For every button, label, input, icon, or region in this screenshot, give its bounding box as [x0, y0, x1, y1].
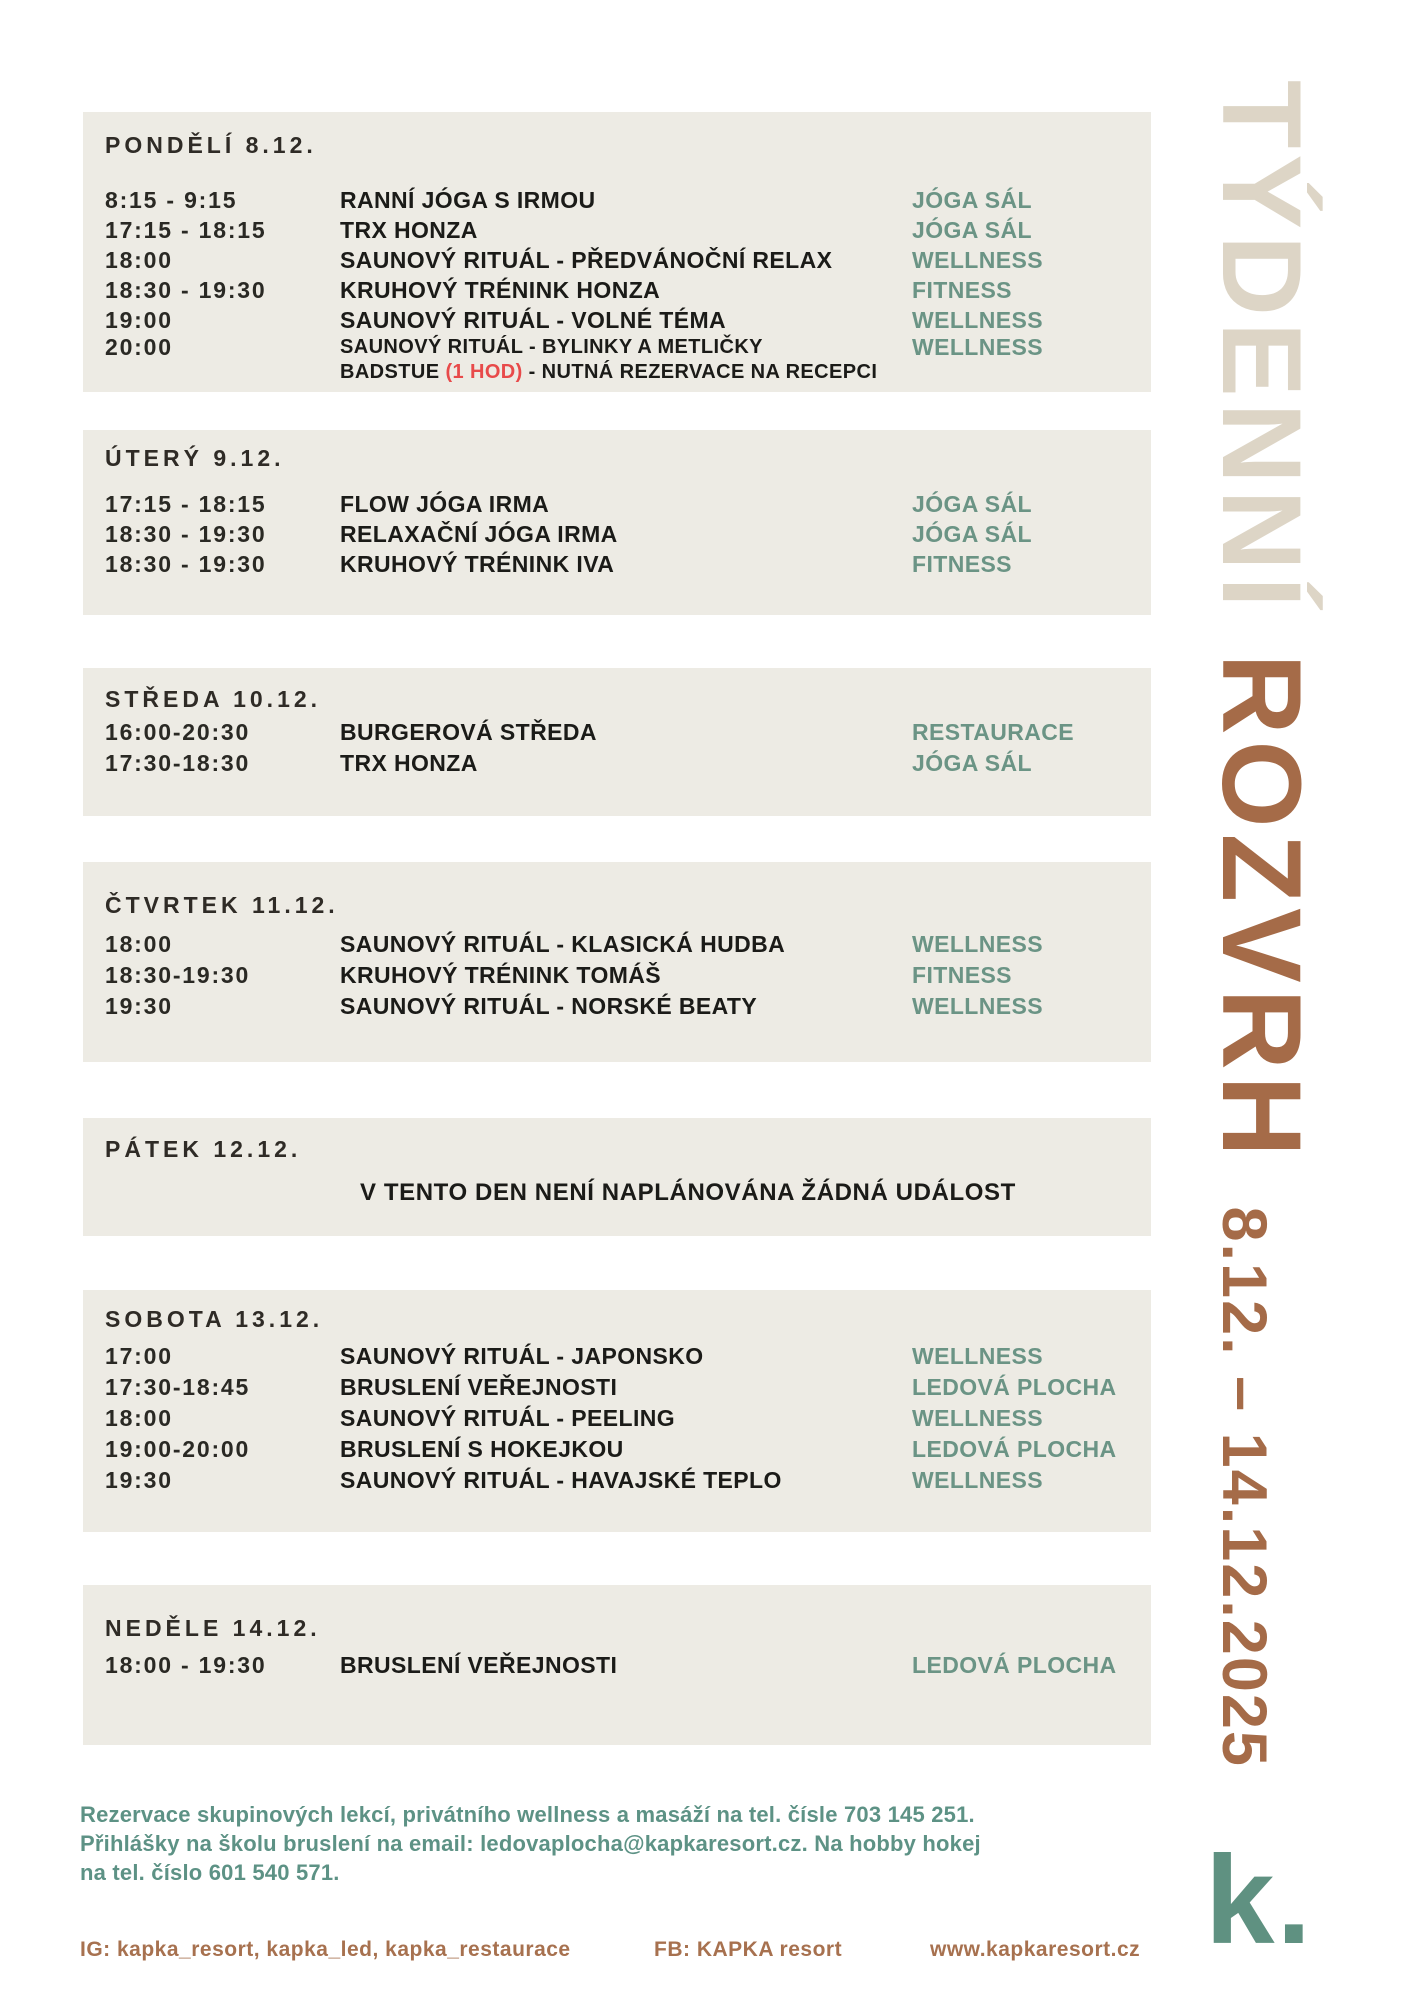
note-text: BADSTUE: [340, 361, 446, 383]
event-rows: [105, 1341, 1129, 1496]
event-row: [105, 489, 1129, 519]
contact-line: Přihlášky na školu bruslení na email: ledovaplocha@kapkaresort.cz. Na hobby hokej: [80, 1831, 981, 1856]
event-title: BRUSLENÍ S HOKEJKOU: [340, 1436, 624, 1462]
day-title: ČTVRTEK 11.12.: [105, 892, 339, 918]
note-text: - NUTNÁ REZERVACE NA RECEPCI: [522, 361, 878, 383]
event-location: LEDOVÁ PLOCHA: [912, 1436, 1117, 1462]
event-location: WELLNESS: [912, 334, 1043, 360]
event-row: [105, 929, 1129, 960]
event-row: [105, 245, 1129, 275]
event-title: BURGEROVÁ STŘEDA: [340, 719, 597, 745]
event-time: 18:00: [105, 247, 173, 273]
event-title: KRUHOVÝ TRÉNINK IVA: [340, 551, 615, 577]
event-row: [105, 275, 1129, 305]
event-location: JÓGA SÁL: [912, 217, 1032, 243]
event-time: 19:00: [105, 307, 173, 333]
event-location: WELLNESS: [912, 1343, 1043, 1369]
event-location: LEDOVÁ PLOCHA: [912, 1374, 1117, 1400]
facebook-handle: FB: KAPKA resort: [654, 1938, 843, 1961]
event-location: WELLNESS: [912, 307, 1043, 333]
event-time: 17:30-18:45: [105, 1374, 251, 1400]
event-time: 18:30 - 19:30: [105, 551, 267, 577]
event-row: [105, 335, 1129, 385]
event-title: SAUNOVÝ RITUÁL - NORSKÉ BEATY: [340, 993, 758, 1019]
event-location: JÓGA SÁL: [912, 750, 1032, 776]
event-location: WELLNESS: [912, 247, 1043, 273]
day-block-pondeli: [83, 112, 1151, 392]
no-events-message: V TENTO DEN NENÍ NAPLÁNOVÁNA ŽÁDNÁ UDÁLOST: [360, 1179, 1016, 1206]
event-location: FITNESS: [912, 962, 1012, 988]
event-rows: [105, 929, 1129, 1022]
event-location: LEDOVÁ PLOCHA: [912, 1652, 1117, 1678]
title-word-dark: ROZVRH: [1199, 653, 1324, 1163]
event-time: 20:00: [105, 334, 173, 360]
event-location: JÓGA SÁL: [912, 521, 1032, 547]
note-duration-red: (1 HOD): [445, 361, 523, 383]
event-row: [105, 1341, 1129, 1372]
event-time: 19:30: [105, 1467, 173, 1493]
event-time: 18:30 - 19:30: [105, 521, 267, 547]
event-row: [105, 1650, 1129, 1681]
event-title: SAUNOVÝ RITUÁL - VOLNÉ TÉMA: [340, 307, 727, 333]
event-row: [105, 960, 1129, 991]
event-rows: [105, 1650, 1129, 1681]
event-row: [105, 549, 1129, 579]
day-title: ÚTERÝ 9.12.: [105, 445, 285, 471]
event-title: KRUHOVÝ TRÉNINK TOMÁŠ: [340, 962, 662, 988]
event-row: [105, 1465, 1129, 1496]
event-row: [105, 1372, 1129, 1403]
event-location: RESTAURACE: [912, 719, 1075, 745]
event-row: [105, 519, 1129, 549]
event-rows: [105, 185, 1129, 385]
event-row: [105, 1434, 1129, 1465]
event-title: SAUNOVÝ RITUÁL - PEELING: [340, 1405, 676, 1431]
event-rows: [105, 717, 1129, 779]
event-time: 8:15 - 9:15: [105, 187, 238, 213]
poster-title-vertical: [1197, 80, 1324, 1780]
day-title: PONDĚLÍ 8.12.: [105, 132, 317, 158]
event-time: 18:00: [105, 931, 173, 957]
event-title: RELAXAČNÍ JÓGA IRMA: [340, 521, 618, 547]
event-time: 17:00: [105, 1343, 173, 1369]
day-title: STŘEDA 10.12.: [105, 686, 322, 712]
title-word-light: TÝDENNÍ: [1199, 80, 1324, 614]
event-title: TRX HONZA: [340, 750, 478, 776]
event-location: JÓGA SÁL: [912, 187, 1032, 213]
title-date-range: 8.12. – 14.12.2025: [1209, 1206, 1279, 1768]
event-location: WELLNESS: [912, 931, 1043, 957]
kapka-logo: k.: [1205, 1831, 1314, 1970]
contact-line: na tel. číslo 601 540 571.: [80, 1860, 340, 1885]
event-row: [105, 185, 1129, 215]
event-time: 16:00-20:30: [105, 719, 251, 745]
event-location: WELLNESS: [912, 1467, 1043, 1493]
event-title: SAUNOVÝ RITUÁL - HAVAJSKÉ TEPLO: [340, 1467, 782, 1493]
event-time: 17:15 - 18:15: [105, 491, 267, 517]
event-title: KRUHOVÝ TRÉNINK HONZA: [340, 277, 661, 303]
website-url: www.kapkaresort.cz: [930, 1938, 1141, 1961]
event-row: [105, 991, 1129, 1022]
event-title: SAUNOVÝ RITUÁL - JAPONSKO: [340, 1343, 704, 1369]
day-block-utery: [83, 430, 1151, 615]
day-block-sobota: [83, 1290, 1151, 1532]
contact-line: Rezervace skupinových lekcí, privátního wellness a masáží na tel. čísle 703 145 251.: [80, 1802, 975, 1827]
event-row: [105, 748, 1129, 779]
event-row: [105, 717, 1129, 748]
event-rows: [105, 489, 1129, 579]
event-title: SAUNOVÝ RITUÁL - KLASICKÁ HUDBA: [340, 931, 786, 957]
event-time: 18:30 - 19:30: [105, 277, 267, 303]
event-location: JÓGA SÁL: [912, 491, 1032, 517]
event-time: 19:00-20:00: [105, 1436, 251, 1462]
event-location: FITNESS: [912, 551, 1012, 577]
event-time: 18:30-19:30: [105, 962, 251, 988]
day-title: PÁTEK 12.12.: [105, 1136, 302, 1162]
event-row: [105, 1403, 1129, 1434]
event-location: WELLNESS: [912, 993, 1043, 1019]
event-location: FITNESS: [912, 277, 1012, 303]
day-block-ctvrtek: [83, 862, 1151, 1062]
event-title: TRX HONZA: [340, 217, 478, 243]
event-title: SAUNOVÝ RITUÁL - BYLINKY A METLIČKY: [340, 336, 763, 358]
day-block-patek: [83, 1118, 1151, 1236]
day-title: NEDĚLE 14.12.: [105, 1615, 321, 1641]
footer-contact: [80, 1800, 1140, 1887]
event-time: 18:00: [105, 1405, 173, 1431]
event-title: SAUNOVÝ RITUÁL - PŘEDVÁNOČNÍ RELAX: [340, 247, 833, 273]
event-title-stack: [340, 335, 912, 385]
instagram-handles: IG: kapka_resort, kapka_led, kapka_restaurace: [80, 1938, 571, 1961]
event-title: FLOW JÓGA IRMA: [340, 491, 550, 517]
event-row: [105, 215, 1129, 245]
event-time: 18:00 - 19:30: [105, 1652, 267, 1678]
event-title: RANNÍ JÓGA S IRMOU: [340, 187, 596, 213]
event-time: 19:30: [105, 993, 173, 1019]
day-block-nedele: [83, 1585, 1151, 1745]
day-title: SOBOTA 13.12.: [105, 1306, 324, 1332]
event-title-note: [340, 360, 912, 385]
event-time: 17:30-18:30: [105, 750, 251, 776]
day-block-streda: [83, 668, 1151, 816]
event-title: BRUSLENÍ VEŘEJNOSTI: [340, 1374, 618, 1400]
event-time: 17:15 - 18:15: [105, 217, 267, 243]
event-title: BRUSLENÍ VEŘEJNOSTI: [340, 1652, 618, 1678]
event-location: WELLNESS: [912, 1405, 1043, 1431]
event-row: [105, 305, 1129, 335]
